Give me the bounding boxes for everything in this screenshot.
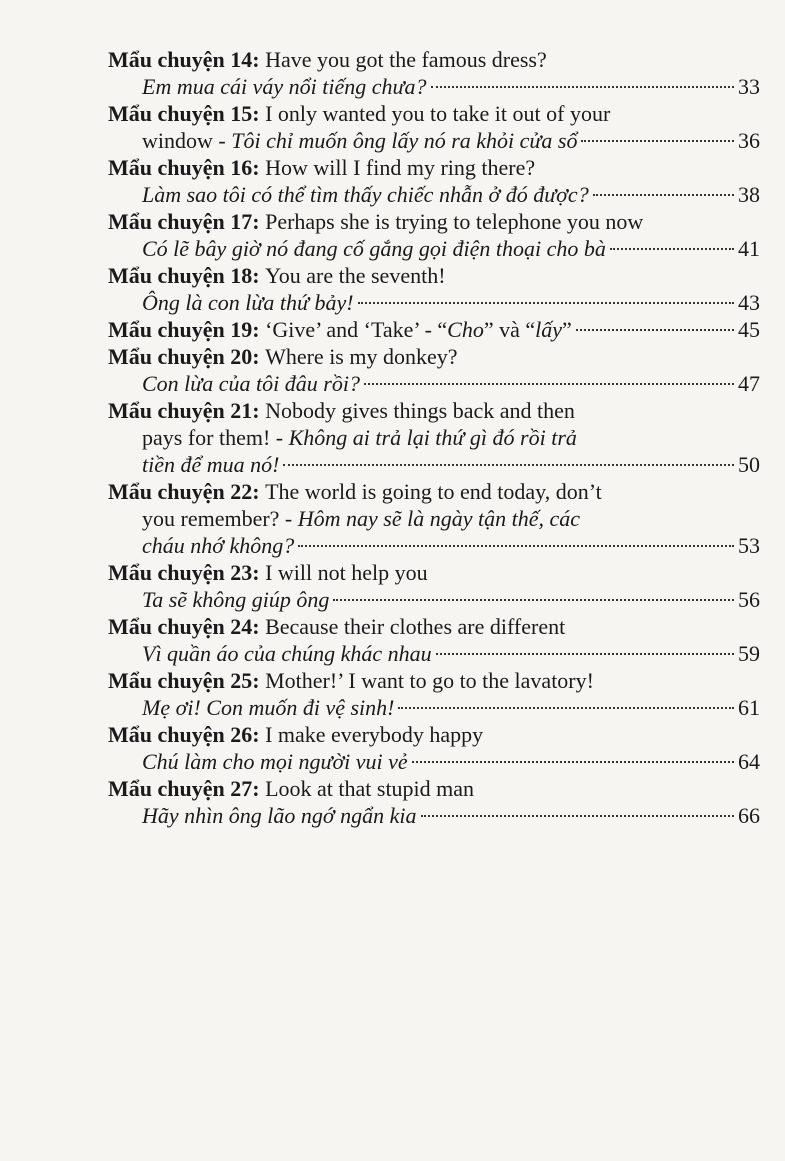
page-number: 53: [738, 533, 760, 558]
label-separator: :: [252, 722, 266, 747]
toc-line: [108, 262, 760, 289]
label-separator: :: [252, 776, 266, 801]
page-number: 66: [738, 803, 760, 828]
toc-line: [108, 46, 760, 73]
toc-title-text: [265, 775, 474, 802]
toc-title-text: [265, 46, 547, 73]
dot-leader: [412, 761, 734, 763]
toc-title-text: [142, 181, 589, 208]
vietnamese-title: lấy: [535, 317, 563, 342]
english-title: Where is my donkey?: [265, 344, 458, 369]
toc-line: [108, 640, 760, 667]
page-number: 36: [738, 128, 760, 153]
english-title: Perhaps she is trying to telephone you now: [265, 209, 644, 234]
label-separator: :: [252, 398, 266, 423]
page-number: 33: [738, 74, 760, 99]
story-label: Mẩu chuyện 15: [108, 101, 253, 126]
toc-title-text: [265, 667, 594, 694]
page-number: 38: [738, 182, 760, 207]
story-label: Mẩu chuyện 26: [108, 722, 253, 747]
story-label: Mẩu chuyện 21: [108, 398, 253, 423]
toc-title-text: [265, 478, 602, 505]
vietnamese-title: Có lẽ bây giờ nó đang cố gắng gọi điện thoại cho bà: [142, 236, 606, 261]
vietnamese-title: cháu nhớ không?: [142, 533, 295, 558]
toc-line: [108, 802, 760, 829]
toc-entry: [108, 721, 760, 775]
label-separator: :: [252, 263, 266, 288]
toc-line: [108, 154, 760, 181]
toc-line: [108, 208, 760, 235]
label-separator: :: [252, 614, 266, 639]
label-separator: :: [252, 209, 266, 234]
story-label: Mẩu chuyện 20: [108, 344, 253, 369]
english-title: I make everybody happy: [265, 722, 484, 747]
story-label: Mẩu chuyện 23: [108, 560, 253, 585]
label-separator: :: [252, 155, 266, 180]
toc-line: [108, 559, 760, 586]
vietnamese-title: Hôm nay sẽ là ngày tận thế, các: [297, 506, 581, 531]
vietnamese-title: Làm sao tôi có thể tìm thấy chiếc nhẫn ở đó được?: [142, 182, 589, 207]
label-separator: :: [252, 668, 266, 693]
label-separator: :: [252, 344, 266, 369]
toc-title-text: [265, 316, 572, 343]
toc-title-text: [265, 262, 445, 289]
english-title: you remember? -: [142, 506, 298, 531]
english-title: The world is going to end today, don’t: [265, 479, 602, 504]
toc-title-text: [265, 559, 428, 586]
story-label: Mẩu chuyện 22: [108, 479, 253, 504]
toc-line: [108, 532, 760, 559]
toc-line: [108, 505, 760, 532]
toc-line: [108, 721, 760, 748]
english-title: Look at that stupid man: [265, 776, 475, 801]
toc-title-text: [142, 73, 427, 100]
story-label: Mẩu chuyện 17: [108, 209, 253, 234]
toc-title-text: [142, 748, 408, 775]
toc-title-text: [142, 532, 294, 559]
dot-leader: [298, 545, 734, 547]
toc-title-text: [142, 127, 577, 154]
toc-line: [108, 775, 760, 802]
page-number: 59: [738, 641, 760, 666]
toc-line: [108, 370, 760, 397]
toc-entry: [108, 613, 760, 667]
page-number: 43: [738, 290, 760, 315]
toc-line: [108, 181, 760, 208]
dot-leader: [358, 302, 734, 304]
page-number: 45: [738, 317, 760, 342]
english-title: How will I find my ring there?: [265, 155, 536, 180]
toc-line: [108, 613, 760, 640]
vietnamese-title: Vì quần áo của chúng khác nhau: [142, 641, 432, 666]
vietnamese-title: Em mua cái váy nổi tiếng chưa?: [142, 74, 427, 99]
english-title: ”: [562, 317, 572, 342]
toc-title-text: [142, 694, 394, 721]
toc-line: [108, 100, 760, 127]
toc-title-text: [142, 235, 606, 262]
english-title: Nobody gives things back and then: [265, 398, 575, 423]
toc-line: [108, 397, 760, 424]
toc-entry: [108, 100, 760, 154]
toc-title-text: [142, 802, 417, 829]
page-number: 47: [738, 371, 760, 396]
toc-title-text: [142, 451, 279, 478]
toc-title-text: [265, 208, 643, 235]
toc-line: [108, 316, 760, 343]
toc-entry: [108, 46, 760, 100]
toc-line: [108, 235, 760, 262]
english-title: Because their clothes are different: [265, 614, 566, 639]
toc-title-text: [265, 721, 483, 748]
vietnamese-title: Cho: [447, 317, 484, 342]
dot-leader: [576, 329, 734, 331]
toc-title-text: [265, 397, 575, 424]
vietnamese-title: Không ai trả lại thứ gì đó rồi trả: [288, 425, 577, 450]
toc-title-text: [142, 640, 432, 667]
story-label: Mẩu chuyện 24: [108, 614, 253, 639]
label-separator: :: [252, 47, 266, 72]
toc-entry: [108, 775, 760, 829]
story-label: Mẩu chuyện 14: [108, 47, 253, 72]
toc-entry: [108, 397, 760, 478]
toc-entry: [108, 154, 760, 208]
english-title: You are the seventh!: [265, 263, 446, 288]
table-of-contents: [108, 46, 760, 829]
page-number: 50: [738, 452, 760, 477]
toc-entry: [108, 559, 760, 613]
vietnamese-title: Ông là con lừa thứ bảy!: [142, 290, 354, 315]
toc-title-text: [265, 100, 610, 127]
english-title: window -: [142, 128, 232, 153]
toc-title-text: [265, 613, 565, 640]
english-title: ” và “: [483, 317, 536, 342]
page-number: 56: [738, 587, 760, 612]
toc-title-text: [142, 370, 360, 397]
story-label: Mẩu chuyện 25: [108, 668, 253, 693]
toc-line: [108, 73, 760, 100]
story-label: Mẩu chuyện 27: [108, 776, 253, 801]
vietnamese-title: Mẹ ơi! Con muốn đi vệ sinh!: [142, 695, 395, 720]
toc-line: [108, 748, 760, 775]
label-separator: :: [252, 317, 266, 342]
toc-title-text: [142, 586, 329, 613]
english-title: Have you got the famous dress?: [265, 47, 547, 72]
dot-leader: [421, 815, 735, 817]
dot-leader: [581, 140, 734, 142]
dot-leader: [593, 194, 734, 196]
dot-leader: [436, 653, 734, 655]
dot-leader: [398, 707, 734, 709]
toc-entry: [108, 343, 760, 397]
story-label: Mẩu chuyện 18: [108, 263, 253, 288]
page-number: 41: [738, 236, 760, 261]
vietnamese-title: Chú làm cho mọi người vui vẻ: [142, 749, 408, 774]
vietnamese-title: Con lừa của tôi đâu rồi?: [142, 371, 360, 396]
english-title: pays for them! -: [142, 425, 289, 450]
dot-leader: [610, 248, 734, 250]
toc-line: [108, 451, 760, 478]
english-title: I only wanted you to take it out of your: [265, 101, 611, 126]
story-label: Mẩu chuyện 16: [108, 155, 253, 180]
toc-line: [108, 289, 760, 316]
toc-line: [108, 478, 760, 505]
dot-leader: [333, 599, 734, 601]
toc-line: [108, 667, 760, 694]
toc-entry: [108, 478, 760, 559]
toc-line: [108, 586, 760, 613]
dot-leader: [431, 86, 735, 88]
toc-line: [108, 343, 760, 370]
toc-title-text: [142, 289, 354, 316]
toc-title-text: [142, 505, 580, 532]
toc-entry: [108, 262, 760, 316]
vietnamese-title: Hãy nhìn ông lão ngớ ngẩn kia: [142, 803, 417, 828]
vietnamese-title: Tôi chỉ muốn ông lấy nó ra khỏi cửa sổ: [231, 128, 578, 153]
toc-entry: [108, 316, 760, 343]
toc-entry: [108, 667, 760, 721]
vietnamese-title: tiền để mua nó!: [142, 452, 280, 477]
label-separator: :: [252, 479, 266, 504]
english-title: ‘Give’ and ‘Take’ - “: [265, 317, 448, 342]
page-number: 61: [738, 695, 760, 720]
dot-leader: [364, 383, 734, 385]
toc-title-text: [142, 424, 577, 451]
toc-entry: [108, 208, 760, 262]
page-number: 64: [738, 749, 760, 774]
toc-line: [108, 694, 760, 721]
toc-line: [108, 127, 760, 154]
toc-title-text: [265, 154, 535, 181]
vietnamese-title: Ta sẽ không giúp ông: [142, 587, 330, 612]
story-label: Mẩu chuyện 19: [108, 317, 253, 342]
english-title: I will not help you: [265, 560, 428, 585]
dot-leader: [283, 464, 734, 466]
toc-line: [108, 424, 760, 451]
toc-title-text: [265, 343, 457, 370]
label-separator: :: [252, 101, 266, 126]
english-title: Mother!’ I want to go to the lavatory!: [265, 668, 594, 693]
label-separator: :: [252, 560, 266, 585]
